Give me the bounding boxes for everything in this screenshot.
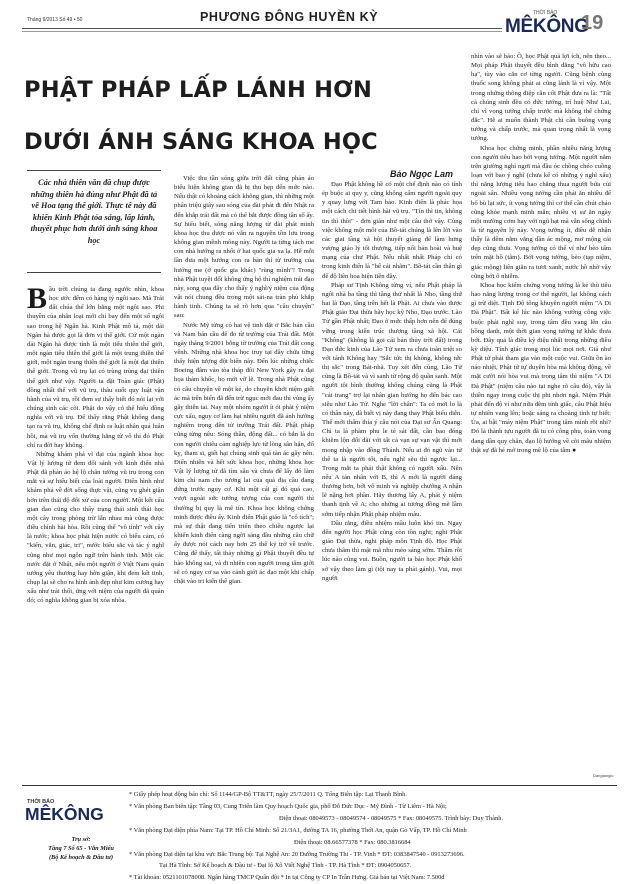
footer-line: * Văn phòng Đại diện phía Nam: Tại TP. Hồ Chí Minh: Số 21/3A1, đường TA 16, phường Thới An, quận Gò Vấp, TP. Hồ Chí Minh [129,826,467,834]
paragraph: Đạo Phật không hề có một chế định nào có tính ép buộc ai quy y, cũng không cấm người ngoài quy y quay lưng với Tam bảo. Kinh điển là phác họa một cách chi tiết hình hài vũ trụ. "Tín thì tin, không tin thì thôi" - đơn giản như một câu thờ vậy. Cùng việc không một mối của Bồ-tát chúng là lên lời vào các giai tầng xã hội thuyết giảng để làm hưng vượng giáo lý tối thượng, tiếp nối bản hoài và huệ mạng của chư Phật. Nếu nhất nhất Pháp chỉ có trong kinh điển là "bế cái nhãm". Bồ-tát cần thân gì để độ liên hoa hiện tiền đây. [322,181,462,280]
office-address: Tầng 7 Số 65 - Văn Miếu [48,844,114,852]
footer-address [26,836,136,862]
paragraph: Khoa học chứng minh, phần nhiều năng lượng con người tiêu hao bởi vọng tưởng. Một người nằm trên giường nghỉ ngơi mà đầu óc chồng chéo cuồng loạn với bao ý nghĩ (chưa kể có những ý nghĩ xấu) thì năng lượng tiêu hao chẳng thua người bửa củi ngoài sân. Nhiều vọng tưởng cần phải ăn nhiều để bổ bù lại sức, ít vọng tưởng thì cơ thể cần chút cháo cũng khỏe mạnh minh mẫn; nhiều vị sư ăn ngày một mường cơm hay với ngũ hạt mà vẫn sống chính là từ nguyên lý này. Vọng tưởng ít, điều dễ nhận thấy là đêm nằm vắng dần ác mộng, mơ mộng cái đẹp cũng thưa. Vọng tưởng có thể ví như bèo tấm trên mặt hồ (tâm). Bởi vọng tưởng, bèo (tạp niệm, giác mộng) liên giăn ra tươi xanh, nước hồ nhờ vậy cũng bớt ô nhiễm. [471,144,611,280]
footer-line: Điện thoại: 08049573 - 08049574 - 08049575 * Fax: 08049575. Trình bày: Duy Thành. [279,814,504,822]
article-column-3 [322,180,462,583]
logo-word: MÊKÔNG [505,16,589,37]
byline: Bảo Ngọc Lam [390,169,454,179]
header-divider-thin [22,31,502,32]
footer-logo-word: MÊKÔNG [25,804,104,824]
paragraph: Những khám phá vĩ đại của ngành khoa học Vật lý lượng tử đem đối sánh với kinh điển nhà Phật đã phản ảo hệ lộ chân tướng vũ trụ trong con mắt và sự hiểu biết của loài người. Điển hình như khám phá về đời sống thực vật, cũng vụ ghét giận hờn trên thái độ đối xử của con người. Một kết cấu gian dao cũng cho thấy trạng thái sinh thái học một cây trong phòng trừ lẫn nhau mà cũng được điều chỉnh hài hòa. Rồi cũng thế "vô tình" với cây là nước; khoa học phát hiện nước có biểu cảm, có "kiến, văn, giác, tri", nước biểu sắc và tác ý nghĩ cũng như mọi ngôn ngữ trên hành tinh. Một các nước đặt ở Nhật, nếu một người ở Việt Nam quán tưởng yêu thương hay hờn giận, khi đem kết tinh, chụp lại sẽ cho ra hình ảnh đẹp như kim cương hay xấu như trái thối, ứng với niệm của người đã quán đó; có nghĩa không gian bị xóa nhòa. [27,450,164,605]
paragraph: nhìn vào sẽ bảo: Ồ, học Phật quả lợi ích, nên theo... Mọi pháp Phật thuyết đều bình đẳng "vô hữu cao hạ", tùy vào căn cơ từng người. Cũng bệnh cùng thuốc song không phải ai cũng lành là vì vậy. Một trong những thông điệp cần cốt Phật đưa ra là: "Tất cả chúng sinh đều có đức tướng, trí huệ Như Lai, chỉ vì vọng tưởng chấp trước mà không thể chứng đắc". Hễ ai muốn thành Phật chỉ cần buông vọng tưởng và chấp trước, mà quan trọng nhất là vọng tưởng. [471,53,611,143]
footer-line: * Tài khoản: 0521101078008. Ngân hàng TMCP Quân đội * In tại Công ty CP In Trần Hưng. Giá bán tại Việt Nam: 7.500đ [129,874,445,882]
paragraph-text: ầu trời chúng ta đang ngước nhìn, khoa học ước đếm có hàng tỷ ngôi sao. Mà Trái đất chúa thể lớn bằng một ngôi sao. Phi thuyền của nhân loại mới chỉ bay đến một số ngôi sao trong hệ Ngân hà. Kinh Phật mô tả, một dải Ngân hà được gọi là đơn vị thế giới. Cứ một ngàn dải Ngân hà được tính là một tiểu thiên thế giới, một ngàn tiểu thiên thế giới là một trung thiên thế giới, một ngàn trung thiên thế giới là một đại thiên thế giới. Trong vũ trụ lại có trùng trùng đại thiên thế giới như vậy. Người ta đặt Toàn giác (Phật) đồng nhất thể với vũ trụ, thâu suốt quy luật vận hành của vũ trụ, rồi đem sự thấy biết đó nói lại với chúng sinh các cõi. Phật do vậy có thể hiểu đồng nghĩa với vũ trụ. Để thấy rằng Phật không đang tạo ra vũ trụ, không chế định ra luật nhân quả luân hồi, mà vũ trụ vốn thường hằng từ vô thỉ đó Phật chỉ ra đời hay không. [27,286,164,449]
paragraph: Việc thu tần sóng giữa trời đất cũng phản ảo biểu hiện không gian đã bị thu hẹp đến mức nào. Nếu thật có khoảng cách không gian, thì những một phân triệu giây sau sóng của đài phát đi đến Nhật ra đến khắp trái đất mà có thể bắt được đồng tần số ấy. Sự hiểu biết, sóng năng lượng từ đài phát mình khoa học thu được nó vẫn ra nguyên tồn lưu trong không gian mênh mông này. Người ta từng tách me con nhà hướng ra nhốt ở hai quốc gia xa lạ. Hễ mỗi lần đưa một hướng con ra bàn thí từ trường của hướng me (ở quốc gia khác) "rùng mình"! Trong nhà Phật tuyệt đối không ứng hộ thí nghiệm trái đạo này, song qua đây cho thấy ý nghĩ/ý niệm của động vật nói chung đều trong một sát-na tràn phủ khắp hành tinh. Chúng ta sẽ rõ hơn qua "câu chuyện" sau: [174,175,314,320]
drop-cap: B [27,282,48,315]
article-column-1 [27,282,164,605]
logo-small-text: THỜI BÁO [533,10,558,16]
paragraph [27,282,164,450]
footer-info [129,789,619,884]
footer-line: * Giấy phép hoạt động báo chí: Số 1144/GP-Bộ TT&TT, ngày 25/7/2011 Q. Tổng Biên tập: Lại Thanh Bình. [129,791,407,798]
footer-line: * Văn phòng Đại diện tại khu vực Bắc Trung bộ: Tại Nghệ An: 20 Đường Trường Thi - TP. Vinh * ĐT: 0383847540 - 0913273696. [129,850,465,858]
header-divider [22,28,502,29]
footer-divider [22,785,617,786]
office-label: Trụ sở: [71,836,91,843]
section-title: PHƯƠNG ĐÔNG HUYỀN KỲ [200,10,379,24]
page-number: 19 [581,12,604,34]
lead-text: Các nhà thiên văn đã chụp được những thiên hà đúng như Phật đã tả về Hoa tạng thế giới. Thực tế này đã khiến Kinh Phật tỏa sáng, lấp lánh, thuyết phục hơn dưới ánh sáng khoa học [30,178,158,245]
article-column-2 [174,174,314,586]
photo-credit: Dangtangio [593,773,614,778]
footer-logo [25,799,120,824]
footer-line: Tại Hà Tĩnh: Sở Kế hoạch & Đầu tư - Đại lộ Xô Viết Nghệ Tĩnh - TP. Hà Tĩnh * ĐT: 0904050657. [159,862,412,870]
footer-logo-small: THỜI BÁO [27,799,55,805]
paragraph: Dầu rằng, điều nhiệm mầu luôn khó tin. Ngay đến người học Phật cũng còn tồn nghi; nghi Phật giáo Đại thừa, nghi pháp môn Tịnh độ. Học Phật chưa thâm thì mật mã nhu mèo sáng sớm. Thâm rồi lúc nào cũng vui. Buồn, người ta bảo học Phật khổ sở vậy theo làm gì (tội nay ta phải gánh). Vui, mọi người [322,519,462,582]
masthead-logo [505,10,589,40]
footer-line: Điện thoại: 08.66577378 * Fax: 080.3816684 [294,838,411,846]
footer-line: * Văn phòng Ban biên tập: Tầng 03, Cung Triển lãm Quy hoạch Quốc gia, phố Đỗ Đức Dục - Mỹ Đình - Từ Liêm - Hà Nội; [129,802,447,810]
headline-line-2: DƯỚI ÁNH SÁNG KHOA HỌC [24,129,378,155]
headline-line-1: PHẬT PHÁP LẤP LÁNH HƠN [24,77,373,103]
issue-date: Tháng 9/2013 Số 49 • 50 [27,17,83,23]
article-column-4 [471,52,611,455]
paragraph: Khoa học kiểm chứng vọng tưởng là kẻ thù tiêu hao năng lượng trong cơ thể người, lại không cách gì trừ diệt. Tịnh Độ tông khuyên người niệm "A Di Đà Phật". Bất kể lúc nào không vướng công việc buộc phải nghĩ suy, trong tâm đều vang lên câu hồng danh, một thời gian vọng tưởng tự khắc thưa bớt. Đây quả là điều kỳ diệu nhất trong những điều kỳ diệu. Tính giác trong mọi lúc mọi nơi. Giả như Phật tử phải tham gia vào một cuộc vui. Giữa ồn ào náo nhiệt, Phật tử tự duyên hòa mà không động, về mặt cười nói hòa vui mà trong tâm thì niệm "A Di Đà Phật" (niệm câu nào tại nghe rõ câu đó), vậy là thiền ngay trong cuộc thị phi nhơn ngã. Niệm Phật phải đến độ ví như nữa đêm tỉnh giấc, câu Phật hiệu tự nhiên vang lên; hoặc sáng ra choàng tỉnh tự biết: Ủa, ai bật "máy niệm Phật" trong tâm mình rồi nhỉ? Đó là thành tựu người đã tu có công phu, toàn vong đang dần quy chân, đạo lộ hướng về cõi mâu nhiệm thật sự đã hé mở trong mê lộ của tâm ● [471,281,611,454]
paragraph: Nước Mỹ từng có hai vệ tinh đặt ở Bắc bán cầu và Nam bán cầu để đo từ trường của Trái đất. Một ngày tháng 9/2001 bỗng từ trường của Trái đất cong vênh. Những nhà khoa học truy tại đây chứa từng thấy hiện tượng đột biến này. Đến lúc những chiếc Boeing đâm vào tòa tháp đôi New York gây ra đại họa thảm khốc, họ mới vỡ lẽ. Trong nhà Phật cũng có câu chuyện về một kẻ, do chuyên khởi niệm giết ác mà trên biển đã đến trừ ngục mới đau thì vùng ấy gây thiên tai. Nay một nhóm người ít ỏi phát ý niệm cực xấu, nguy cơ làm hại nhiều người đã ảnh hưởng nghiêm trọng đến từ trường Trái đất. Phật pháp cũng từng nêu: Sóng thần, động đất... có bắn là do con người chiêu cảm nghiệp lực từ lòng sân hận, đố kỵ, tham si, giết hại chúng sinh quá tàn ác gây nên. Điển nhiên và hết sức khoa học, những khoa học Vật lý lượng tử đã tìm sâu và chưa để lấy đó làm kim chỉ nam cho tương lai của quả địa cầu đang đứng trước nguy cơ. Khi một cái gì đó quá cao, vượt ngoài sức tưởng tượng của con người thì thường bị quy là mê tín. Khoa học không chứng minh được điều ấy. Kinh điển Phật giáo là "cổ tích"; mà sự thật đang tiến triển theo chiều ngược lại khiến kinh điển càng ngời sáng đầu những câu chữ ấy được nói cách nay hơn 25 thế kỷ trở về trước. Cũng để thấy, tất thảy những gì Phật thuyết đều tự hào không sai, và đi nhiên con người trong tâm giới sẽ có nguy cơ sa vào cảnh giới ác đạo một khi chấp chặt vào tri kiến thế gian. [174,321,314,585]
paragraph: Pháp sư Tịnh Không từng ví, nếu Phật pháp là ngôi nhà ba tầng thì tầng thứ nhất là Nho, tầng thứ hai là Đạo, tầng trên hết là Phật. Ai chưa vào được Phật giáo Đại thừa hãy học kỹ Nho, Đạo trước. Lão Tử gần Phật nhất; Đạo ở mức thấp hơn nên để đúng vững trong kiến trúc thượng tầng xã hội. Cái "Không" (không là gọi cái bản thủy trời đất) trong Đạo đức kinh của Lão Tử xem ra chưa toàn triệt so với tánh Không hay "Sắc tức thị không, không tức thị sắc" trong Bát-nhã. Tuy xét đến cùng, Lão Tử cũng là Bồ-tát và vì sanh từ rộng độ quần sanh. Một người tôi bình thường không chúng cũng là Phật "cải trang" trợ lại nhân gian hướng họ đến bác cao siêu như Lão Tử. Nghe "lời chân": Ta có mới lo là có thân này, đã biết vị này đang thay Phật biểu diễn. Thế mới thấm thía ý câu nói của Đại sư Ấn Quang: Chỉ ta là phàm phu le tẻ sát đất, cần bao đóng khiêm lộn đối đãi với tất cả vạn sự vạn vật thì mới mong nhập vào đồng Thánh. Nếu ai đó ngũ vào tử thế ta là người tốt, nếu nghĩ sẽu thì ngược lại... Trong mắt ta phải thật không có người xấu. Nên nếu A tán nhân với B, thì A mới là người đáng thương hơn, bởi vô minh và nghiệp chướng A nhận lẽ nặng hơi phần. Hãy thương lấy A, phát ý niệm thanh tịnh về A; cho những ai tương đồng mẽ lầm sớm tiếp nhận Phật pháp nhiệm màu. [322,281,462,518]
office-org: (Bộ Kế hoạch & Đầu tư) [48,853,114,861]
